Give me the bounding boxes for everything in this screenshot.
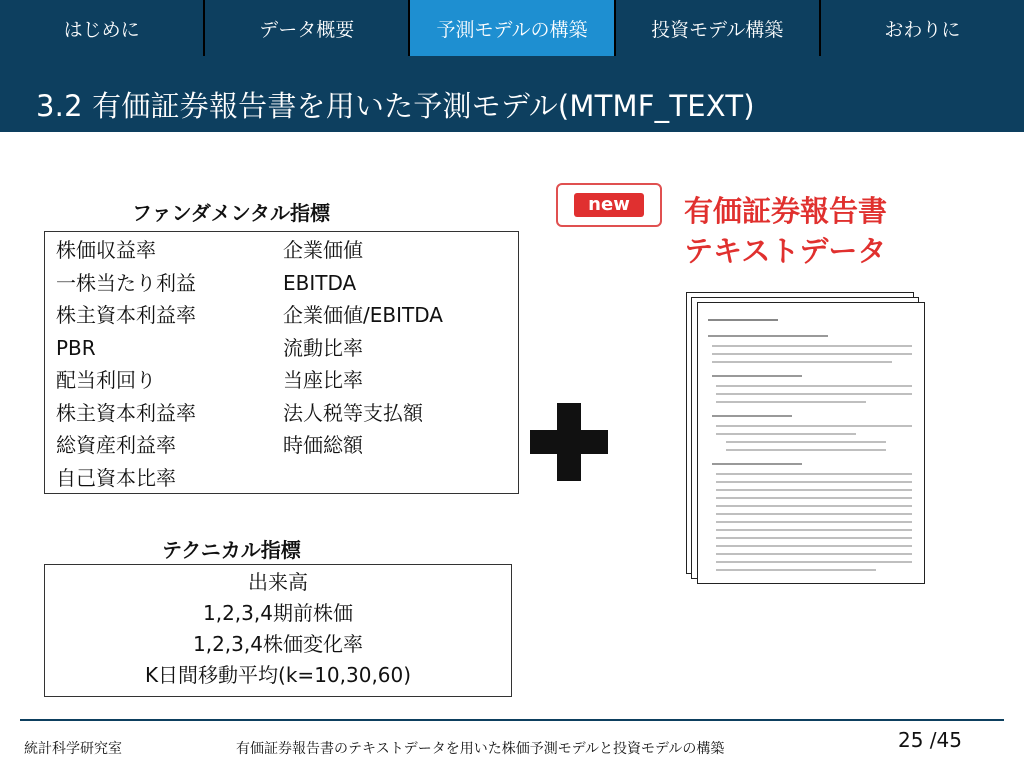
technical-box (44, 564, 512, 697)
page-number: 25 /45 (898, 728, 962, 752)
fundamental-item: 総資産利益率 (56, 433, 176, 457)
fundamental-item: 法人税等支払額 (283, 400, 423, 425)
fundamental-item: 流動比率 (283, 335, 363, 360)
fundamental-item: 自己資本比率 (56, 465, 176, 490)
title-bar (0, 56, 1024, 132)
fundamental-item: EBITDA (283, 270, 357, 295)
section-nav (0, 0, 1024, 56)
text-data-title-line2: テキストデータ (684, 234, 887, 268)
technical-item: 1,2,3,4期前株価 (203, 601, 353, 625)
new-badge (556, 183, 662, 227)
fundamental-heading: ファンダメンタル指標 (132, 201, 330, 225)
fundamental-left-column (56, 234, 196, 494)
technical-heading: テクニカル指標 (162, 538, 301, 562)
text-data-title (684, 191, 887, 271)
tab-intro[interactable]: はじめに (0, 0, 205, 56)
fundamental-item: 一株当たり利益 (56, 270, 196, 295)
tab-conclusion[interactable]: おわりに (884, 18, 961, 41)
slide-title: 3.2 有価証券報告書を用いた予測モデル(MTMF_TEXT) (36, 89, 755, 123)
technical-list (45, 565, 511, 691)
technical-item: K日間移動平均(k=10,30,60) (144, 663, 412, 687)
technical-item: 1,2,3,4株価変化率 (193, 632, 363, 656)
text-data-title-line1: 有価証券報告書 (684, 194, 888, 228)
technical-item: 出来高 (248, 570, 308, 594)
document-page-front (697, 302, 925, 584)
tab-investment-model[interactable]: 投資モデル構築 (616, 0, 821, 56)
new-badge-label: new (574, 193, 644, 217)
fundamental-item: 企業価値 (283, 238, 363, 262)
tab-data-overview[interactable]: データ概要 (205, 0, 410, 56)
fundamental-item: 株主資本利益率 (56, 400, 196, 425)
fundamental-right-column (283, 234, 443, 462)
fundamental-item: PBR (56, 335, 96, 360)
fundamental-item: 当座比率 (283, 368, 363, 392)
fundamental-item: 株主資本利益率 (56, 303, 196, 327)
footer-divider (20, 719, 1004, 721)
fundamental-item: 時価総額 (283, 433, 363, 457)
fundamental-item: 配当利回り (56, 368, 156, 392)
tab-prediction-model[interactable]: 予測モデルの構築 (410, 0, 615, 56)
fundamental-box (44, 231, 519, 494)
footer-topic: 有価証券報告書のテキストデータを用いた株価予測モデルと投資モデルの構築 (236, 741, 725, 757)
fundamental-item: 企業価値/EBITDA (283, 303, 443, 327)
footer-lab-name: 統計科学研究室 (24, 741, 122, 757)
plus-icon (530, 403, 608, 481)
fundamental-item: 株価収益率 (56, 238, 156, 262)
